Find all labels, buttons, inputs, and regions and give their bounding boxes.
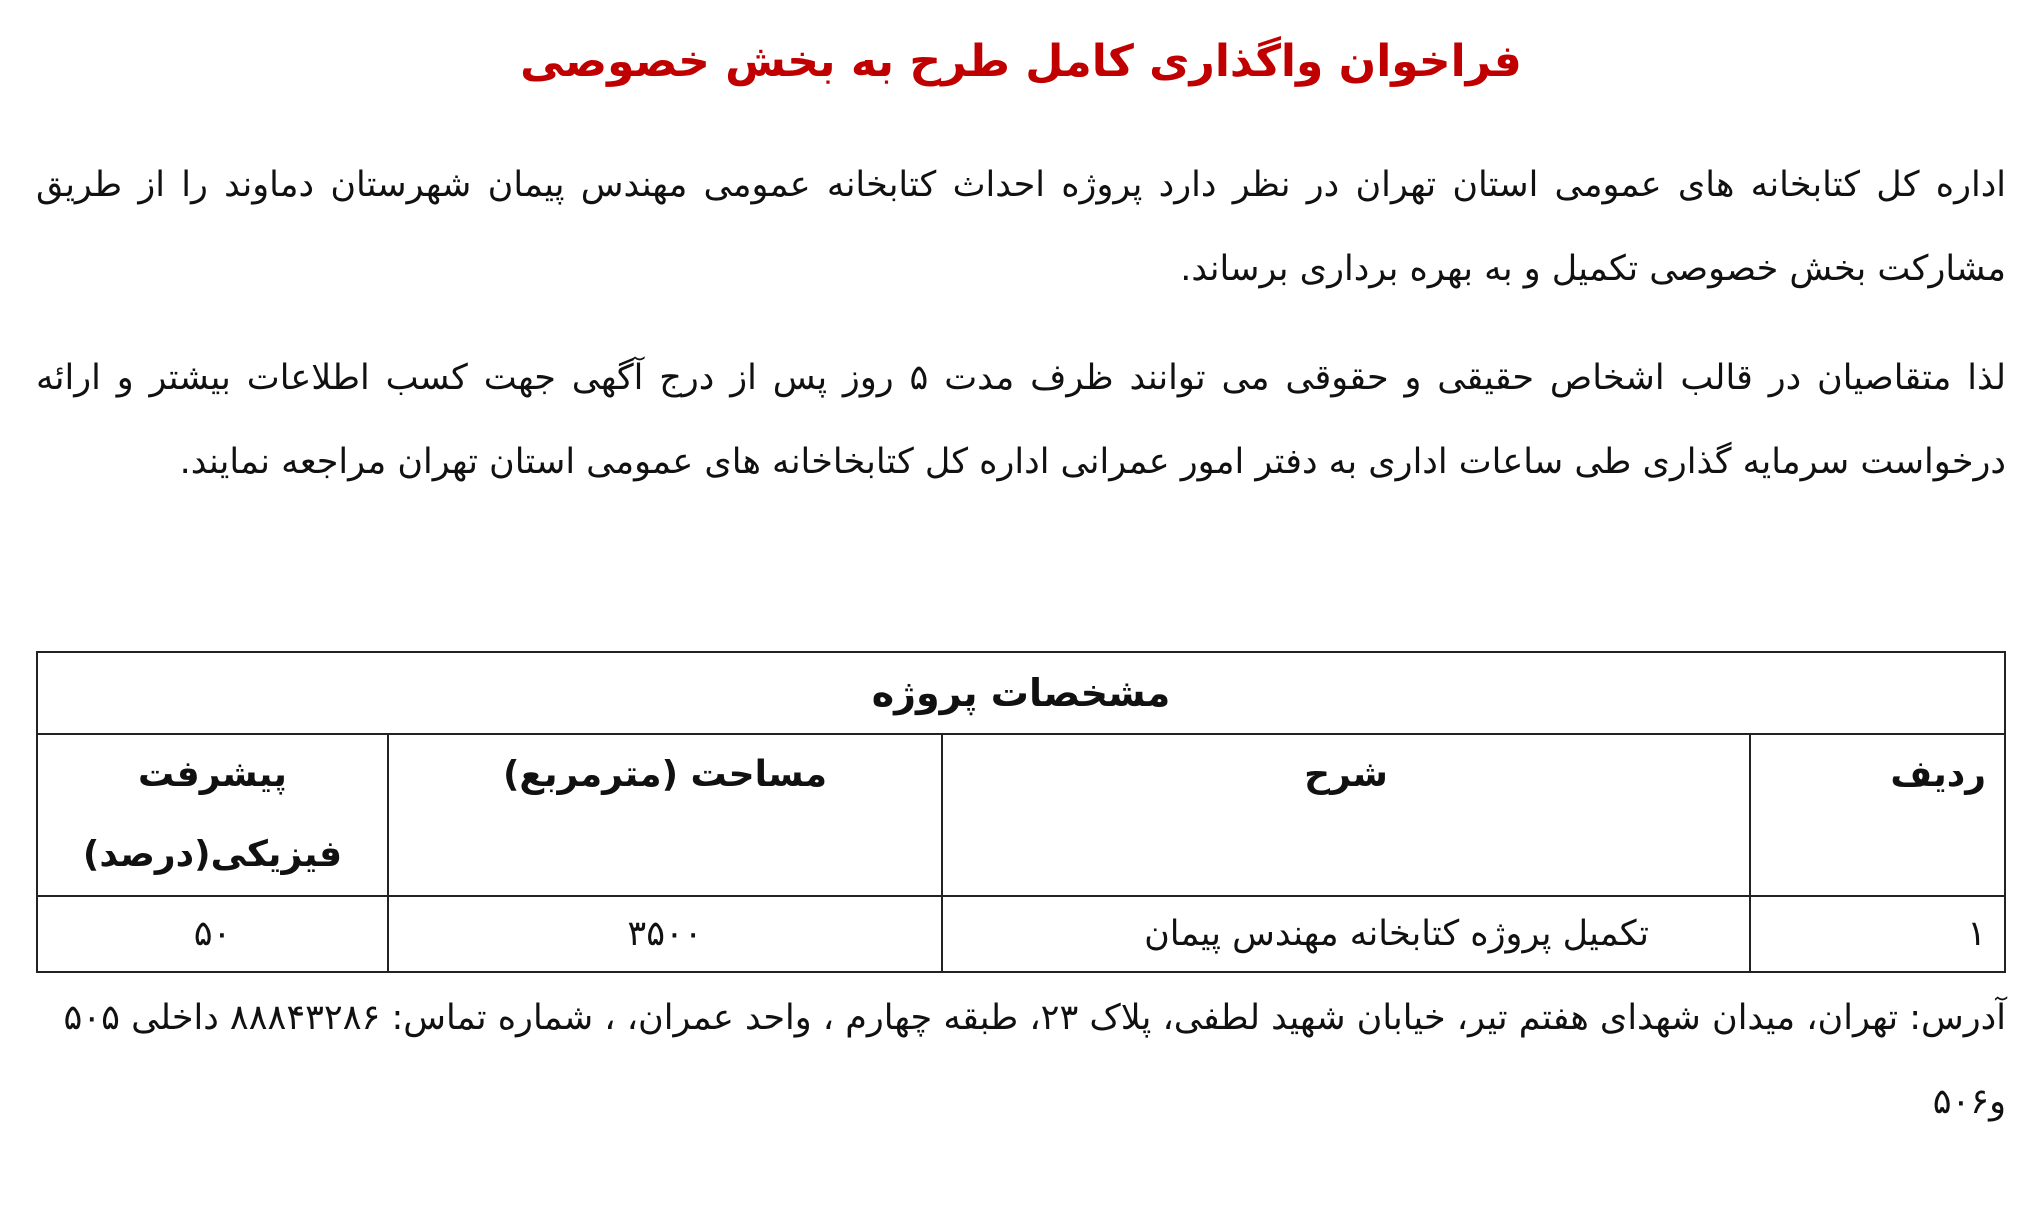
cell-row-number: ۱: [1750, 896, 2005, 972]
header-description: شرح: [942, 734, 1750, 896]
page-title: فراخوان واگذاری کامل طرح به بخش خصوصی: [520, 36, 1522, 87]
intro-paragraph: اداره کل کتابخانه های عمومی استان تهران در نظر دارد پروژه احداث کتابخانه عمومی مهندس پیمان شهرستان دماوند را از طریق مشارکت بخش خصوصی تکمیل و به بهره برداری برساند.: [36, 165, 2006, 289]
cell-description: تکمیل پروژه کتابخانه مهندس پیمان: [942, 896, 1750, 972]
table-row: [37, 896, 2005, 972]
header-progress: پیشرفت فیزیکی(درصد): [37, 734, 388, 896]
cell-progress: ۵۰: [37, 896, 388, 972]
header-row-number: ردیف: [1750, 734, 2005, 896]
project-spec-table: [36, 651, 2006, 973]
table-header-row: [37, 734, 2005, 896]
address-text: آدرس: تهران، میدان شهدای هفتم تیر، خیابان شهید لطفی، پلاک ۲۳، طبقه چهارم ، واحد عمران، ، شماره تماس: ۸۸۸۴۳۲۸۶ داخلی ۵۰۵ و۵۰۶: [63, 998, 2006, 1122]
instructions-paragraph: لذا متقاصیان در قالب اشخاص حقیقی و حقوقی می توانند ظرف مدت ۵ روز پس از درج آگهی جهت کسب اطلاعات بیشتر و ارائه درخواست سرمایه گذاری طی ساعات اداری به دفتر امور عمرانی اداره کل کتابخاخانه های عمومی استان تهران مراجعه نمایند.: [36, 358, 2007, 482]
table-caption: مشخصات پروژه: [37, 652, 2005, 734]
cell-area: ۳۵۰۰: [388, 896, 942, 972]
table-caption-row: [37, 652, 2005, 734]
header-area: مساحت (مترمربع): [388, 734, 942, 896]
